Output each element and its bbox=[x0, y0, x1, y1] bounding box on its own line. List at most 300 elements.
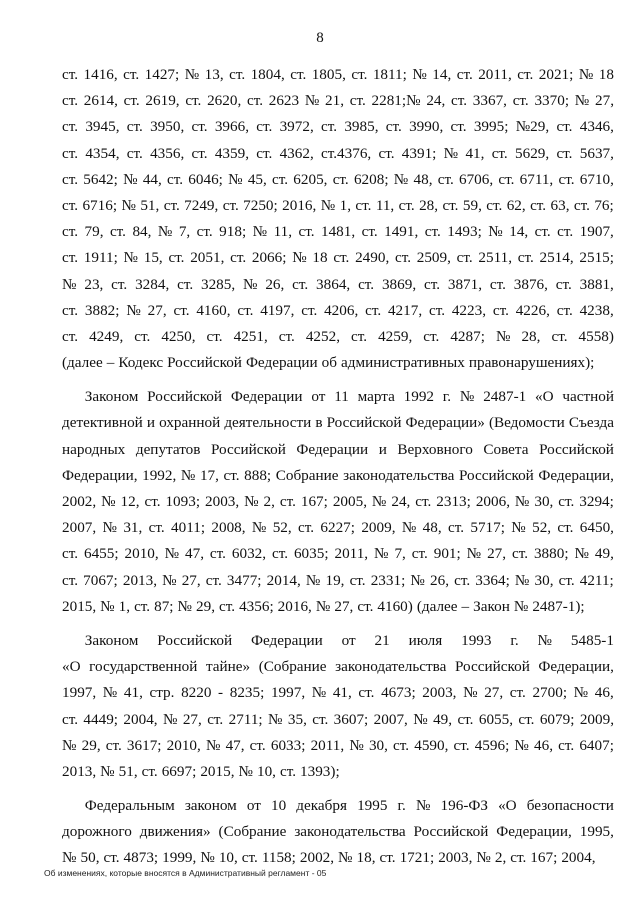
word: 6046; bbox=[188, 170, 223, 188]
word: ст. bbox=[62, 196, 79, 214]
word: ст. bbox=[62, 327, 79, 345]
word: 2331; bbox=[370, 571, 406, 589]
word: Российской bbox=[413, 823, 489, 841]
paragraph bbox=[62, 384, 614, 620]
word: 6450, bbox=[579, 519, 614, 537]
word: об bbox=[321, 354, 337, 372]
word: ст. bbox=[163, 196, 180, 214]
word: 63, bbox=[550, 196, 570, 214]
word: ст. bbox=[321, 118, 338, 136]
word: 2711; bbox=[228, 710, 263, 728]
word: ст. bbox=[517, 249, 534, 267]
word: Федерации bbox=[296, 440, 369, 458]
word: (Ведомости bbox=[488, 414, 565, 432]
word: 4160, bbox=[196, 301, 231, 319]
paragraph bbox=[62, 793, 614, 872]
word: ст. bbox=[361, 223, 378, 241]
word: ст. bbox=[62, 710, 79, 728]
word: ст. bbox=[453, 736, 470, 754]
word: № bbox=[162, 571, 177, 589]
word: 2009, bbox=[579, 710, 614, 728]
word: 4362, bbox=[279, 144, 314, 162]
word: № bbox=[511, 519, 526, 537]
word: ст. bbox=[517, 66, 534, 83]
word: 4211; bbox=[579, 571, 614, 589]
word: Федерации bbox=[245, 354, 318, 372]
word: законодательства bbox=[335, 658, 447, 676]
word: 6079; bbox=[539, 710, 575, 728]
word: 167; bbox=[530, 849, 558, 867]
word: ст. bbox=[333, 249, 350, 267]
word: 1992, bbox=[142, 466, 177, 484]
word: 41, bbox=[465, 144, 485, 162]
word: 47, bbox=[225, 736, 245, 754]
word: ст. bbox=[185, 92, 202, 110]
word: № bbox=[476, 849, 491, 867]
word: Федерации, bbox=[62, 466, 138, 484]
word: ст. bbox=[278, 327, 295, 345]
word: 2007, bbox=[373, 710, 408, 728]
word: 2007, bbox=[62, 519, 97, 537]
word: ст. bbox=[512, 92, 529, 110]
word: 7250; bbox=[243, 196, 278, 214]
word: 3876, bbox=[513, 275, 548, 293]
word: ст. bbox=[378, 144, 395, 162]
word: движения» bbox=[139, 823, 211, 841]
word: ст. bbox=[498, 170, 515, 188]
text-line bbox=[62, 219, 614, 245]
word: 6716; bbox=[82, 196, 118, 214]
word: 918; bbox=[219, 223, 247, 241]
word: ст. bbox=[415, 493, 432, 510]
word: ст. bbox=[312, 710, 329, 728]
word: Российской bbox=[157, 631, 233, 649]
word: 1997, bbox=[270, 684, 306, 702]
word: 27, bbox=[484, 684, 504, 702]
word: № bbox=[102, 519, 117, 537]
word: 41, bbox=[123, 684, 143, 702]
word: 10, bbox=[218, 849, 238, 867]
word: ст. bbox=[555, 275, 572, 293]
word: 4346, bbox=[579, 118, 614, 136]
word: 2015, bbox=[200, 762, 235, 780]
word: (далее bbox=[416, 597, 458, 615]
word: ст. bbox=[173, 301, 190, 319]
word: 7, bbox=[394, 545, 406, 563]
word: 4252, bbox=[305, 327, 340, 345]
word: №29, bbox=[515, 118, 550, 136]
word: 4251, bbox=[233, 327, 268, 345]
word: 41, bbox=[332, 684, 352, 702]
word: 2051, bbox=[190, 249, 225, 267]
word: ст. bbox=[223, 466, 240, 484]
word: Российской bbox=[147, 388, 223, 406]
word: Собрание bbox=[275, 466, 339, 484]
word: № bbox=[410, 571, 425, 589]
word: ст. bbox=[246, 92, 264, 110]
word: № bbox=[413, 710, 428, 728]
text-line bbox=[62, 141, 614, 167]
word: ст. bbox=[349, 92, 366, 110]
word: (Собрание bbox=[258, 658, 327, 676]
word: 2003, bbox=[205, 493, 240, 510]
word: ст. bbox=[379, 849, 396, 867]
word: Российской bbox=[454, 658, 530, 676]
word: ст. bbox=[62, 144, 79, 162]
word: 2700; bbox=[532, 684, 568, 702]
word: 2614, bbox=[83, 92, 118, 110]
word: 8220 bbox=[181, 684, 212, 702]
word: Федерации, bbox=[496, 823, 572, 841]
word: 27, bbox=[182, 710, 202, 728]
word: ст. bbox=[518, 710, 535, 728]
word: № bbox=[537, 631, 553, 649]
word: 31, bbox=[123, 519, 143, 537]
word: ст. bbox=[394, 249, 412, 267]
word: ст. bbox=[292, 275, 309, 293]
word: № bbox=[338, 849, 353, 867]
text-line bbox=[62, 193, 614, 219]
word: ст. bbox=[365, 301, 382, 319]
word: № bbox=[244, 493, 259, 510]
word: 2487-1); bbox=[532, 597, 585, 615]
text-line bbox=[62, 324, 614, 350]
word: Закон bbox=[473, 597, 510, 615]
text-line bbox=[62, 272, 614, 298]
word: 3864, bbox=[316, 275, 351, 293]
word: ст. bbox=[298, 519, 315, 537]
word: Российской bbox=[326, 414, 402, 432]
word: 28, bbox=[521, 327, 541, 345]
word: 4359, bbox=[214, 144, 249, 162]
word: стр. bbox=[149, 684, 175, 702]
word: 4354, bbox=[85, 144, 120, 162]
word: ст. bbox=[229, 66, 246, 83]
word: 21 bbox=[374, 631, 390, 649]
word: ст. bbox=[349, 571, 366, 589]
word: ст. bbox=[272, 170, 289, 188]
word: 3985, bbox=[344, 118, 379, 136]
word: Российской bbox=[539, 440, 614, 458]
word: июля bbox=[408, 631, 443, 649]
word: ст. bbox=[357, 597, 374, 615]
word: ст. bbox=[491, 144, 508, 162]
word: ст. bbox=[191, 144, 208, 162]
word: ст. bbox=[279, 493, 296, 510]
word: 21, bbox=[325, 92, 345, 110]
text-line bbox=[62, 489, 614, 515]
word: 3995; bbox=[473, 118, 509, 136]
word: 10, bbox=[256, 762, 276, 780]
word: 3945, bbox=[85, 118, 120, 136]
word: 2619, bbox=[145, 92, 180, 110]
word: 19, bbox=[325, 571, 345, 589]
word: 2010, bbox=[124, 545, 159, 563]
word: Законом bbox=[62, 631, 139, 649]
word: № bbox=[320, 196, 336, 214]
word: 901; bbox=[433, 545, 461, 563]
word: 4873; bbox=[123, 849, 159, 867]
word: Кодекс bbox=[118, 354, 164, 372]
word: в bbox=[315, 414, 323, 432]
word: (далее bbox=[62, 354, 103, 372]
word: 2021; bbox=[538, 66, 574, 83]
text-line bbox=[62, 350, 614, 376]
word: ст. bbox=[144, 493, 161, 510]
word: 2511, bbox=[478, 249, 512, 267]
word: 13, bbox=[204, 66, 224, 83]
word: 4287; bbox=[450, 327, 485, 345]
word: 4223, bbox=[451, 301, 486, 319]
word: ст.4376, bbox=[321, 144, 372, 162]
word: 3477; bbox=[226, 571, 262, 589]
word: 5637, bbox=[579, 144, 614, 162]
word: 4249, bbox=[89, 327, 124, 345]
word: 196-ФЗ bbox=[440, 797, 488, 815]
word: 2003, bbox=[422, 684, 457, 702]
text-line bbox=[62, 654, 614, 680]
word: 6407; bbox=[579, 736, 614, 754]
word: 1995 bbox=[357, 797, 388, 815]
word: ст. bbox=[105, 736, 122, 754]
text-line bbox=[62, 541, 614, 567]
word: ст. bbox=[222, 196, 239, 214]
text-line bbox=[62, 594, 614, 620]
word: 30, bbox=[368, 736, 388, 754]
word: ст. bbox=[511, 545, 529, 563]
word: 6706, bbox=[458, 170, 494, 188]
word: 1805, bbox=[311, 66, 346, 83]
word: 3607; bbox=[333, 710, 369, 728]
word: 11, bbox=[273, 223, 293, 241]
word: 3285, bbox=[200, 275, 236, 293]
word: № bbox=[157, 223, 173, 241]
word: депутатов bbox=[135, 440, 201, 458]
word: ст. bbox=[424, 223, 441, 241]
word: № bbox=[412, 66, 427, 83]
word: 1992 bbox=[403, 388, 434, 406]
word: ст. bbox=[230, 249, 247, 267]
word: 2313; bbox=[436, 493, 471, 510]
word: частной bbox=[562, 388, 614, 406]
word: 2008, bbox=[211, 519, 246, 537]
page-footer: Об изменениях, которые вносятся в Административный регламент - 05 bbox=[44, 868, 327, 878]
word: № bbox=[205, 736, 221, 754]
word: 4217, bbox=[387, 301, 423, 319]
word: ст. bbox=[492, 301, 509, 319]
word: ст. bbox=[447, 519, 465, 537]
word: 12, bbox=[120, 493, 140, 510]
word: 6032, bbox=[231, 545, 267, 563]
word: 1427; bbox=[144, 66, 180, 83]
word: 5642; bbox=[83, 170, 118, 188]
word: № bbox=[304, 92, 320, 110]
word: 48, bbox=[413, 170, 433, 188]
word: 27, bbox=[487, 545, 507, 563]
word: № bbox=[62, 849, 77, 867]
word: ст. bbox=[509, 684, 526, 702]
word: 2011, bbox=[478, 66, 512, 83]
word: 7249, bbox=[184, 196, 219, 214]
word: № bbox=[123, 249, 139, 267]
word: 6033; bbox=[270, 736, 306, 754]
word: 6710, bbox=[579, 170, 614, 188]
word: ст. bbox=[168, 249, 185, 267]
word: 6035; bbox=[293, 545, 329, 563]
word: 2002, bbox=[62, 493, 97, 510]
word: ст. bbox=[551, 327, 568, 345]
word: 11 bbox=[334, 388, 349, 406]
word: 1804, bbox=[250, 66, 285, 83]
word: ст. bbox=[177, 275, 194, 293]
word: Верховного bbox=[397, 440, 473, 458]
word: 6711, bbox=[519, 170, 554, 188]
word: безопасности bbox=[526, 797, 614, 815]
word: ст. bbox=[573, 196, 590, 214]
word: ст. bbox=[332, 170, 349, 188]
word: ст. bbox=[454, 571, 471, 589]
word: Федеральным bbox=[62, 797, 175, 815]
word: 1721; bbox=[399, 849, 435, 867]
word: 2014, bbox=[266, 571, 301, 589]
word: № bbox=[200, 849, 215, 867]
word: 1993 bbox=[461, 631, 492, 649]
word: 30, bbox=[534, 493, 554, 510]
word: и bbox=[378, 440, 387, 458]
word: № bbox=[463, 684, 478, 702]
word: 1093; bbox=[165, 493, 201, 510]
word: 1911; bbox=[83, 249, 118, 267]
word: 79, bbox=[84, 223, 104, 241]
word: ст. bbox=[393, 736, 410, 754]
word: Федерации» bbox=[405, 414, 485, 432]
word: 84, bbox=[132, 223, 152, 241]
word: 28, bbox=[419, 196, 439, 214]
word: 27, bbox=[595, 92, 614, 110]
word: ст. bbox=[558, 736, 575, 754]
paragraph bbox=[62, 628, 614, 785]
word: от bbox=[341, 631, 356, 649]
word: № bbox=[574, 545, 589, 563]
word: 1907, bbox=[579, 223, 614, 241]
word: 3972, bbox=[279, 118, 314, 136]
word: № bbox=[574, 92, 590, 110]
word: 2, bbox=[263, 493, 275, 510]
word: 24, bbox=[391, 493, 411, 510]
word: 2003, bbox=[438, 849, 473, 867]
word: ст. bbox=[351, 327, 368, 345]
word: № bbox=[292, 249, 307, 267]
word: 1997, bbox=[62, 684, 97, 702]
word: ст. bbox=[62, 223, 79, 241]
word: ст. bbox=[457, 710, 474, 728]
word: № bbox=[459, 388, 475, 406]
page-number: 8 bbox=[316, 30, 324, 46]
word: ст. bbox=[271, 545, 289, 563]
word: 2515; bbox=[579, 249, 614, 267]
word: № bbox=[242, 275, 258, 293]
word: ст. bbox=[62, 545, 79, 563]
text-line bbox=[62, 114, 614, 140]
text-line bbox=[62, 437, 614, 463]
word: Федерации bbox=[250, 631, 323, 649]
word: 52, bbox=[272, 519, 292, 537]
word: ст. bbox=[62, 92, 79, 110]
word: 2006, bbox=[475, 493, 510, 510]
word: 35, bbox=[287, 710, 307, 728]
word: – bbox=[106, 354, 115, 372]
word: Российской bbox=[458, 466, 534, 484]
word: 1416, bbox=[83, 66, 118, 83]
word: ст. bbox=[556, 144, 573, 162]
word: 11, bbox=[375, 196, 395, 214]
word: 76; bbox=[594, 196, 614, 214]
word: 2015, bbox=[62, 597, 97, 615]
word: 2004, bbox=[561, 849, 596, 867]
word: 45, bbox=[247, 170, 267, 188]
document-body bbox=[62, 62, 614, 872]
word: 2623 bbox=[268, 92, 300, 110]
word: 48, bbox=[422, 519, 442, 537]
word: ст. bbox=[558, 571, 575, 589]
word: 44, bbox=[142, 170, 162, 188]
word: ст. bbox=[558, 170, 575, 188]
word: ст. bbox=[423, 275, 441, 293]
text-line bbox=[62, 88, 614, 114]
word: № bbox=[466, 545, 482, 563]
word: 18 bbox=[598, 66, 614, 83]
word: 4259, bbox=[378, 327, 413, 345]
word: 49, bbox=[594, 545, 614, 563]
word: 7067; bbox=[83, 571, 118, 589]
word: 2010, bbox=[166, 736, 201, 754]
word: № bbox=[180, 466, 196, 484]
word: административных bbox=[341, 354, 465, 372]
word: – bbox=[461, 597, 470, 615]
word: 1481, bbox=[320, 223, 356, 241]
word: ст. bbox=[558, 493, 575, 510]
word: 6227; bbox=[320, 519, 355, 537]
word: 26, bbox=[430, 571, 449, 589]
word: 1, bbox=[118, 597, 131, 615]
word: ст. bbox=[489, 275, 506, 293]
word: декабря bbox=[296, 797, 347, 815]
word: 27, bbox=[334, 597, 354, 615]
word: 4250, bbox=[161, 327, 196, 345]
word: 1491, bbox=[384, 223, 419, 241]
word: ст. bbox=[556, 301, 573, 319]
word: ст. bbox=[451, 92, 468, 110]
word: № bbox=[315, 597, 331, 615]
word: ст. bbox=[256, 144, 273, 162]
word: № bbox=[401, 519, 417, 537]
word: ст. bbox=[450, 118, 467, 136]
word: ст. bbox=[351, 66, 368, 83]
word: 6455; bbox=[83, 545, 119, 563]
word: 51, bbox=[140, 196, 160, 214]
word: г. bbox=[442, 388, 452, 406]
word: № bbox=[251, 519, 267, 537]
word: ст. bbox=[123, 66, 140, 83]
word: ст. bbox=[206, 327, 223, 345]
word: 2013, bbox=[122, 571, 158, 589]
word: ст. bbox=[134, 327, 151, 345]
word: № bbox=[123, 170, 138, 188]
word: 2066; bbox=[251, 249, 287, 267]
word: 6055, bbox=[478, 710, 514, 728]
word: 6697; bbox=[161, 762, 197, 780]
text-line bbox=[62, 628, 614, 654]
